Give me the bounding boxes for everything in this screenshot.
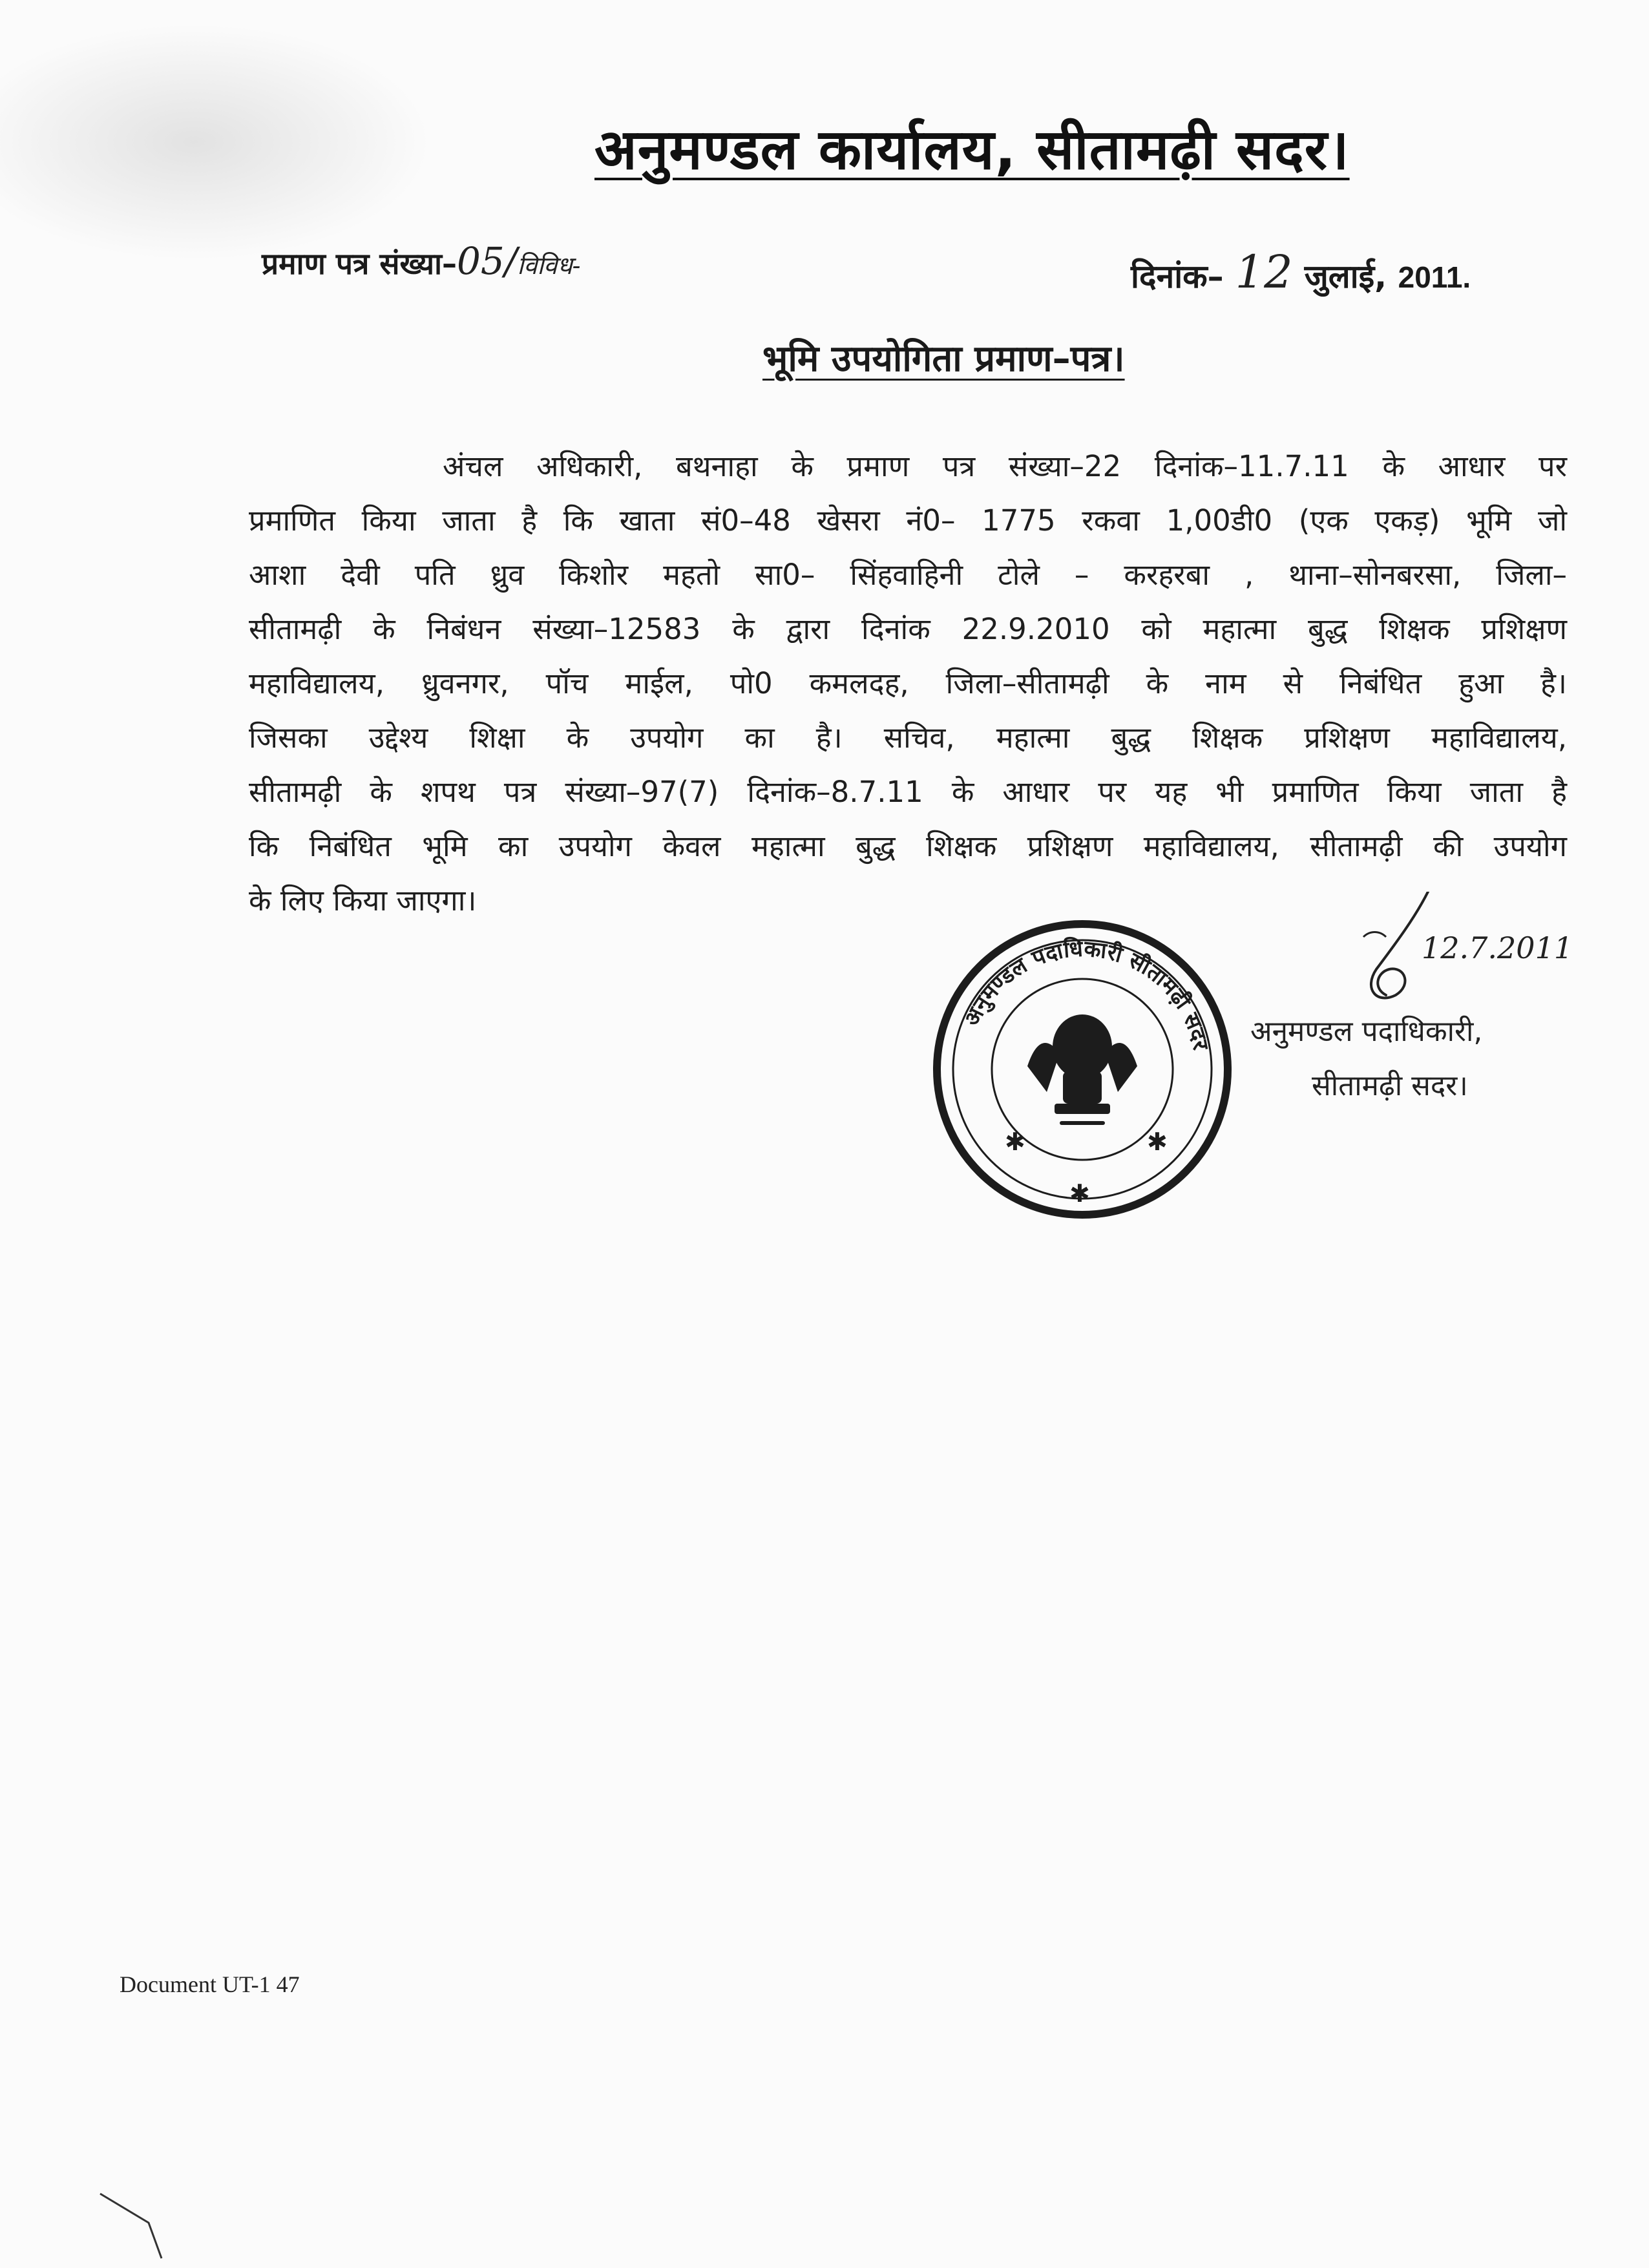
reference-suffix-handwritten: विविध- bbox=[517, 251, 581, 280]
officer-signature bbox=[1350, 892, 1596, 1021]
body-line: आशा देवी पति ध्रुव किशोर महतो सा0– सिंहवाहिनी टोले – करहरबा , थाना–सोनबरसा, जिला– bbox=[249, 558, 1567, 592]
issue-date bbox=[1131, 246, 1471, 299]
body-line: महाविद्यालय, ध्रुवनगर, पॉच माईल, पो0 कमलदह, जिला–सीतामढ़ी के नाम से निबंधित हुआ है। bbox=[249, 666, 1567, 700]
certificate-reference bbox=[262, 239, 581, 283]
svg-text:✱: ✱ bbox=[1147, 1128, 1168, 1156]
body-line: प्रमाणित किया जाता है कि खाता सं0–48 खेसरा नं0– 1775 रकवा 1,00डी0 (एक एकड़) भूमि जो bbox=[249, 503, 1567, 538]
date-year: 2011. bbox=[1398, 260, 1471, 294]
signature-date-handwritten: 12.7.2011 bbox=[1422, 930, 1573, 965]
seal-ring-text: अनुमण्डल पदाधिकारी सीतामढ़ी सदर bbox=[958, 936, 1214, 1053]
official-seal bbox=[930, 918, 1234, 1221]
svg-text:✱: ✱ bbox=[1005, 1128, 1025, 1156]
letterhead-title bbox=[594, 110, 1350, 185]
signatory-designation: अनुमण्डल पदाधिकारी, bbox=[1250, 1015, 1483, 1048]
body-line: जिसका उद्देश्य शिक्षा के उपयोग का है। सचिव, महात्मा बुद्ध शिक्षक प्रशिक्षण महाविद्यालय, bbox=[249, 720, 1567, 755]
date-day-handwritten: 12 bbox=[1235, 246, 1293, 299]
date-month: जुलाई, bbox=[1304, 258, 1387, 295]
body-line: सीतामढ़ी के निबंधन संख्या–12583 के द्वारा दिनांक 22.9.2010 को महात्मा बुद्ध शिक्षक प्रशिक्षण bbox=[249, 612, 1567, 646]
certificate-body bbox=[249, 439, 1567, 928]
scan-corner-mark bbox=[97, 2190, 187, 2262]
emblem-icon bbox=[1027, 1014, 1137, 1125]
body-line: कि निबंधित भूमि का उपयोग केवल महात्मा बुद्ध शिक्षक प्रशिक्षण महाविद्यालय, सीतामढ़ी की उपयोग bbox=[249, 829, 1567, 863]
reference-number-handwritten: 05/ bbox=[457, 239, 518, 283]
reference-label: प्रमाण पत्र संख्या– bbox=[262, 246, 457, 281]
date-label: दिनांक– bbox=[1131, 258, 1224, 295]
body-line: अंचल अधिकारी, बथनाहा के प्रमाण पत्र संख्या–22 दिनांक–11.7.11 के आधार पर bbox=[443, 449, 1567, 483]
signatory-block bbox=[1250, 1005, 1482, 1113]
body-line: के लिए किया जाएगा। bbox=[249, 883, 477, 918]
signatory-place: सीतामढ़ी सदर। bbox=[1312, 1069, 1468, 1102]
body-line: सीतामढ़ी के शपथ पत्र संख्या–97(7) दिनांक–8.7.11 के आधार पर यह भी प्रमाणित किया जाता है bbox=[249, 775, 1567, 809]
document-reference: Document UT-1 47 bbox=[120, 1971, 300, 1997]
svg-text:✱: ✱ bbox=[1069, 1179, 1090, 1208]
certificate-subject: भूमि उपयोगिता प्रमाण–पत्र। bbox=[762, 338, 1125, 380]
office-name: अनुमण्डल कार्यालय, सीतामढ़ी सदर। bbox=[594, 118, 1350, 182]
